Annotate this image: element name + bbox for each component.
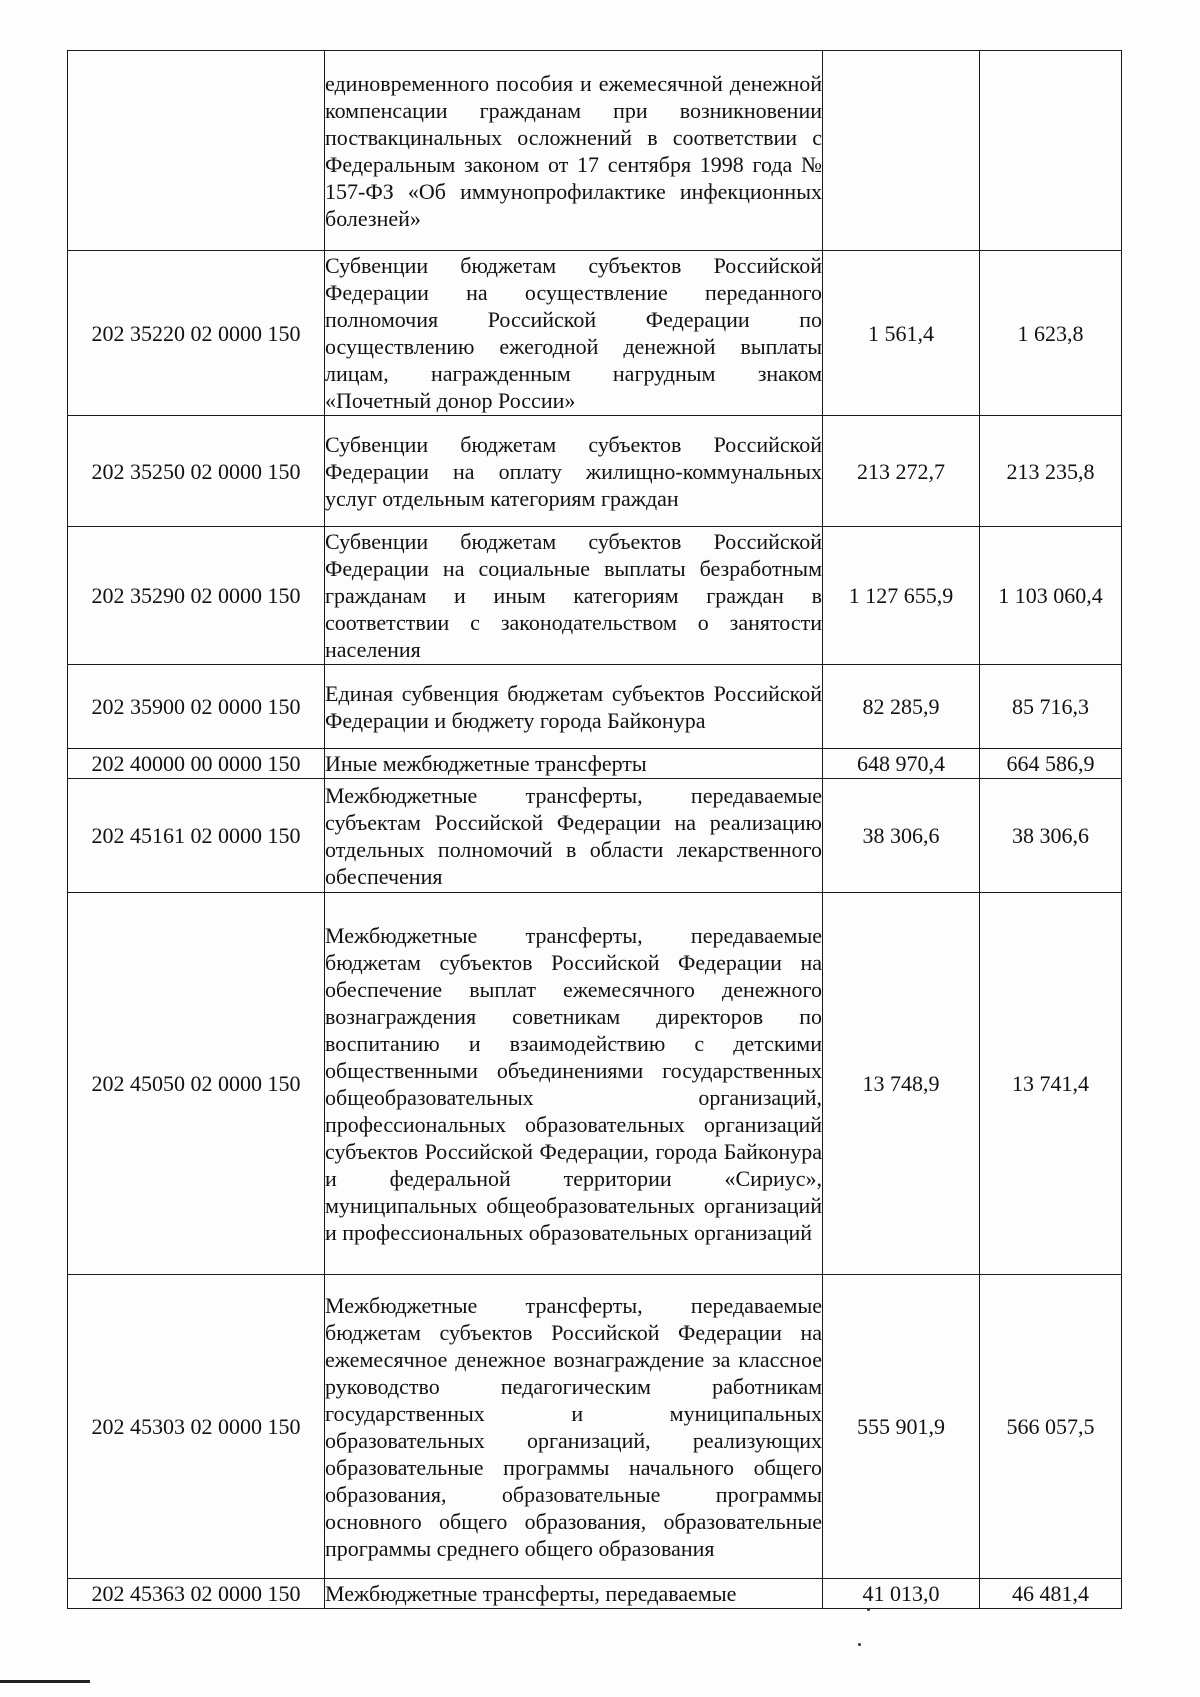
revenue-name-cell: Межбюджетные трансферты, передаваемые субъектам Российской Федерации на реализацию отдельных полномочий в области лекарственного обеспечения xyxy=(325,779,823,893)
scan-speck xyxy=(858,1643,861,1646)
table-row xyxy=(68,416,1122,527)
amount-year1-cell: 41 013,0 xyxy=(823,1579,980,1609)
scan-edge-mark xyxy=(0,1680,90,1683)
table-row xyxy=(68,779,1122,893)
amount-year2-cell: 13 741,4 xyxy=(980,893,1122,1275)
revenue-name-cell: Субвенции бюджетам субъектов Российской Федерации на оплату жилищно-коммунальных услуг отдельным категориям граждан xyxy=(325,416,823,527)
amount-year2-cell: 664 586,9 xyxy=(980,749,1122,779)
budget-code-cell: 202 35290 02 0000 150 xyxy=(68,527,325,665)
amount-year1-cell: 38 306,6 xyxy=(823,779,980,893)
amount-year1-cell: 213 272,7 xyxy=(823,416,980,527)
amount-year2-cell: 213 235,8 xyxy=(980,416,1122,527)
amount-year2-cell: 1 623,8 xyxy=(980,251,1122,416)
revenue-name-cell: Субвенции бюджетам субъектов Российской Федерации на социальные выплаты безработным гражданам и иным категориям граждан в соответствии с законодательством о занятости населения xyxy=(325,527,823,665)
amount-year1-cell: 13 748,9 xyxy=(823,893,980,1275)
budget-code-cell: 202 45161 02 0000 150 xyxy=(68,779,325,893)
table-row xyxy=(68,1275,1122,1579)
budget-code-cell: 202 35250 02 0000 150 xyxy=(68,416,325,527)
amount-year1-cell: 555 901,9 xyxy=(823,1275,980,1579)
revenue-name-cell: Межбюджетные трансферты, передаваемые бюджетам субъектов Российской Федерации на обеспечение выплат ежемесячного денежного вознаграждения советникам директоров по воспитанию и взаимодействию с детскими общественными объединениями государственных общеобразовательных организаций, профессиональных образовательных организаций субъектов Российской Федерации, города Байконура и федеральной территории «Сириус», муниципальных общеобразовательных организаций и профессиональных образовательных организаций xyxy=(325,893,823,1275)
amount-year1-cell: 648 970,4 xyxy=(823,749,980,779)
amount-year2-cell xyxy=(980,51,1122,251)
amount-year2-cell: 85 716,3 xyxy=(980,665,1122,749)
amount-year1-cell: 1 127 655,9 xyxy=(823,527,980,665)
amount-year2-cell: 566 057,5 xyxy=(980,1275,1122,1579)
budget-code-cell: 202 35220 02 0000 150 xyxy=(68,251,325,416)
amount-year2-cell: 38 306,6 xyxy=(980,779,1122,893)
budget-revenue-table xyxy=(67,50,1122,1609)
table-row xyxy=(68,51,1122,251)
budget-code-cell xyxy=(68,51,325,251)
amount-year2-cell: 46 481,4 xyxy=(980,1579,1122,1609)
table-row xyxy=(68,749,1122,779)
budget-code-cell: 202 40000 00 0000 150 xyxy=(68,749,325,779)
amount-year1-cell xyxy=(823,51,980,251)
scan-speck xyxy=(867,1608,870,1611)
revenue-name-cell: Субвенции бюджетам субъектов Российской Федерации на осуществление переданного полномочия Российской Федерации по осуществлению ежегодной денежной выплаты лицам, награжденным нагрудным знаком «Почетный донор России» xyxy=(325,251,823,416)
revenue-name-cell: Межбюджетные трансферты, передаваемые xyxy=(325,1579,823,1609)
budget-code-cell: 202 45363 02 0000 150 xyxy=(68,1579,325,1609)
table-row xyxy=(68,527,1122,665)
table-row xyxy=(68,1579,1122,1609)
amount-year1-cell: 82 285,9 xyxy=(823,665,980,749)
table-row xyxy=(68,893,1122,1275)
budget-code-cell: 202 45303 02 0000 150 xyxy=(68,1275,325,1579)
revenue-name-cell: Иные межбюджетные трансферты xyxy=(325,749,823,779)
budget-code-cell: 202 45050 02 0000 150 xyxy=(68,893,325,1275)
budget-code-cell: 202 35900 02 0000 150 xyxy=(68,665,325,749)
revenue-name-cell: Межбюджетные трансферты, передаваемые бюджетам субъектов Российской Федерации на ежемесячное денежное вознаграждение за классное руководство педагогическим работникам государственных и муниципальных образовательных организаций, реализующих образовательные программы начального общего образования, образовательные программы основного общего образования, образовательные программы среднего общего образования xyxy=(325,1275,823,1579)
table-row xyxy=(68,251,1122,416)
revenue-name-cell: Единая субвенция бюджетам субъектов Российской Федерации и бюджету города Байконура xyxy=(325,665,823,749)
table-row xyxy=(68,665,1122,749)
amount-year2-cell: 1 103 060,4 xyxy=(980,527,1122,665)
revenue-name-cell: единовременного пособия и ежемесячной денежной компенсации гражданам при возникновении поствакцинальных осложнений в соответствии с Федеральным законом от 17 сентября 1998 года № 157-ФЗ «Об иммунопрофилактике инфекционных болезней» xyxy=(325,51,823,251)
amount-year1-cell: 1 561,4 xyxy=(823,251,980,416)
